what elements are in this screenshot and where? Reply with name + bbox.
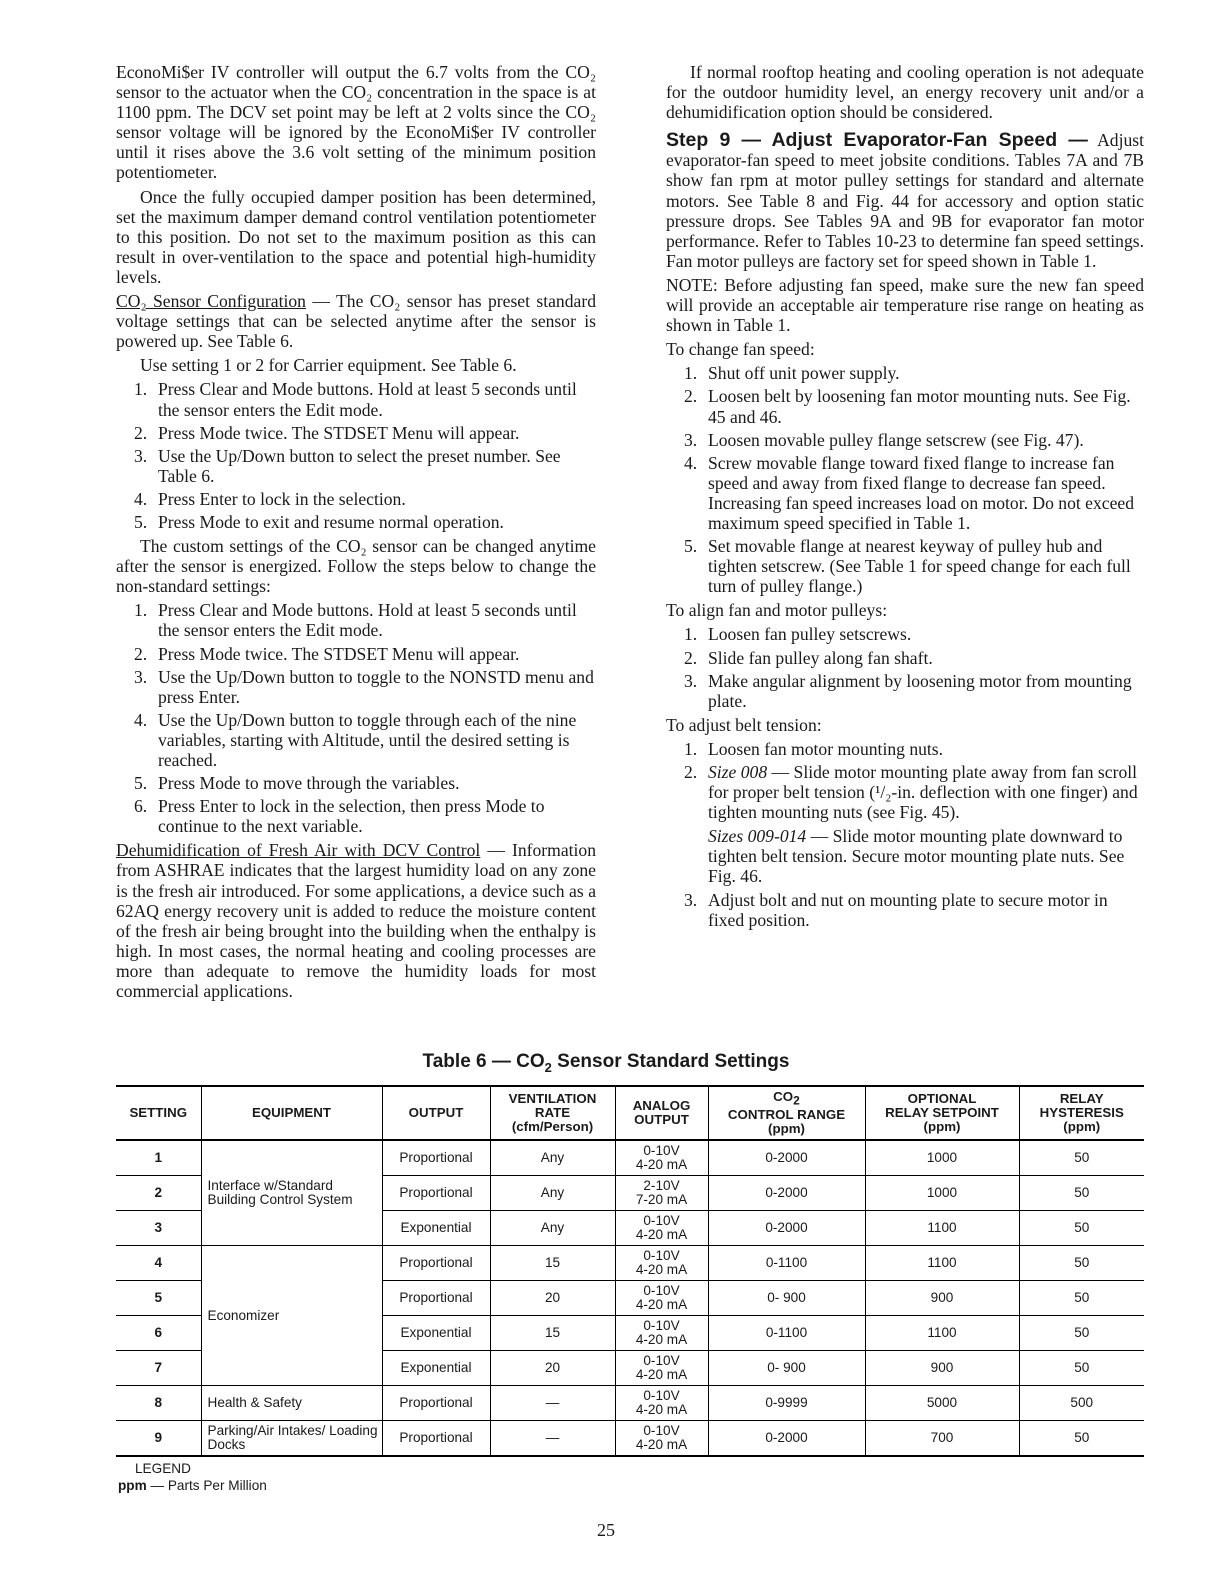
list-item: 2. Loosen belt by loosening fan motor mounting nuts. See Fig. 45 and 46. bbox=[684, 386, 1131, 427]
cell-setting: 6 bbox=[116, 1316, 201, 1351]
col-header-co2-range: $CO_2$ CONTROL RANGE (ppm) bbox=[708, 1086, 865, 1140]
cell-hyst: 500 bbox=[1019, 1386, 1144, 1421]
cell-hyst: 50 bbox=[1019, 1421, 1144, 1457]
cell-analog: 0-10V 4-20 mA bbox=[615, 1316, 708, 1351]
cell-range: 0-9999 bbox=[708, 1386, 865, 1421]
step9-heading: Step 9 — Adjust Evaporator-Fan Speed — bbox=[666, 129, 1088, 152]
cell-output: Proportional bbox=[382, 1386, 490, 1421]
cell-relay: 900 bbox=[865, 1351, 1019, 1386]
cell-vent: Any bbox=[490, 1176, 615, 1211]
list-item: 2. Press Mode twice. The STDSET Menu will appear. bbox=[134, 643, 520, 664]
cell-setting: 8 bbox=[116, 1386, 201, 1421]
cell-hyst: 50 bbox=[1019, 1246, 1144, 1281]
col-header-output: OUTPUT bbox=[382, 1086, 490, 1140]
dehum-heading: Dehumidification of Fresh Air with DCV Control bbox=[116, 840, 481, 861]
paragraph bbox=[116, 840, 596, 1001]
list-item: 1. Loosen fan pulley setscrews. bbox=[684, 624, 912, 645]
cell-analog: 0-10V 4-20 mA bbox=[615, 1281, 708, 1316]
list-item: 3. Use the Up/Down button to select the preset number. See Table 6. bbox=[134, 445, 561, 486]
cell-setting: 7 bbox=[116, 1351, 201, 1386]
paragraph: To change fan speed: bbox=[666, 339, 815, 360]
cell-vent: 20 bbox=[490, 1351, 615, 1386]
cell-analog: 0-10V 4-20 mA bbox=[615, 1246, 708, 1281]
cell-analog: 0-10V 4-20 mA bbox=[615, 1386, 708, 1421]
paragraph: EconoMi$er IV controller will output the 6.7 volts from the CO₂ sensor to the actuator when the CO₂ concentration in the space is at 1100 ppm. The DCV set point may be left at 2 volts since the CO₂ sensor voltage will be ignored by the EconoMi$er IV controller until it rises above the 3.6 volt setting of the minimum position potentiometer. bbox=[116, 62, 596, 183]
cell-range: 0- 900 bbox=[708, 1351, 865, 1386]
col-header-hysteresis: RELAY HYSTERESIS (ppm) bbox=[1019, 1086, 1144, 1140]
co2-config-text: — The CO₂ sensor has preset standard voltage settings that can be selected anytime after the sensor is powered up. See Table 6. bbox=[116, 291, 596, 352]
cell-vent: 15 bbox=[490, 1246, 615, 1281]
list-item: 4. Screw movable flange toward fixed flange to increase fan speed and away from fixed flange to decrease fan speed. Increasing fan speed increases load on motor. Do not exceed maximum speed specified in Table 1. bbox=[684, 452, 1135, 533]
numbered-list bbox=[666, 363, 1144, 596]
list-item: 1. Loosen fan motor mounting nuts. bbox=[684, 738, 944, 759]
paragraph: If normal rooftop heating and cooling operation is not adequate for the outdoor humidity level, an energy recovery unit and/or a dehumidification option should be considered. bbox=[666, 62, 1144, 123]
right-column bbox=[666, 62, 1144, 934]
paragraph: Once the fully occupied damper position has been determined, set the maximum damper demand control ventilation potentiometer to this position. Do not set to the maximum position as this can result in over-ventilation to the space and potential high-humidity levels. bbox=[116, 186, 596, 287]
co2-settings-table bbox=[116, 1085, 1144, 1457]
table-row bbox=[116, 1421, 1144, 1457]
numbered-list bbox=[666, 624, 1144, 710]
numbered-list bbox=[666, 890, 1144, 930]
paragraph bbox=[666, 130, 1144, 271]
cell-output: Proportional bbox=[382, 1140, 490, 1176]
cell-analog: 0-10V 4-20 mA bbox=[615, 1211, 708, 1246]
cell-setting: 3 bbox=[116, 1211, 201, 1246]
page-number: 25 bbox=[597, 1520, 615, 1540]
cell-relay: 1100 bbox=[865, 1211, 1019, 1246]
dehum-text: — Information from ASHRAE indicates that the largest humidity load on any zone is the fresh air introduced. For some applications, a device such as a 62AQ energy recovery unit is added to reduce the moisture content of the fresh air being brought into the building when the enthalpy is high. In most cases, the normal heating and cooling processes are more than adequate to remove the humidity loads for most commercial applications. bbox=[116, 840, 596, 1002]
cell-vent: Any bbox=[490, 1140, 615, 1176]
cell-vent: Any bbox=[490, 1211, 615, 1246]
cell-range: 0-2000 bbox=[708, 1211, 865, 1246]
cell-setting: 1 bbox=[116, 1140, 201, 1176]
cell-range: 0-1100 bbox=[708, 1316, 865, 1351]
table-row bbox=[116, 1246, 1144, 1281]
cell-hyst: 50 bbox=[1019, 1211, 1144, 1246]
table-row bbox=[116, 1386, 1144, 1421]
numbered-list bbox=[116, 379, 596, 532]
paragraph: To adjust belt tension: bbox=[666, 714, 822, 735]
col-header-equipment: EQUIPMENT bbox=[201, 1086, 382, 1140]
cell-equipment: Health & Safety bbox=[201, 1386, 382, 1421]
list-item: 3. Loosen movable pulley flange setscrew (see Fig. 47). bbox=[684, 429, 1084, 450]
legend bbox=[118, 1460, 267, 1494]
cell-range: 0-2000 bbox=[708, 1176, 865, 1211]
cell-analog: 0-10V 4-20 mA bbox=[615, 1351, 708, 1386]
cell-relay: 1100 bbox=[865, 1246, 1019, 1281]
cell-relay: 900 bbox=[865, 1281, 1019, 1316]
cell-output: Exponential bbox=[382, 1316, 490, 1351]
list-item: 4. Press Enter to lock in the selection. bbox=[134, 488, 406, 509]
cell-analog: 0-10V 4-20 mA bbox=[615, 1421, 708, 1457]
cell-relay: 5000 bbox=[865, 1386, 1019, 1421]
legend-title: LEGEND bbox=[135, 1461, 191, 1476]
list-item: 1. Shut off unit power supply. bbox=[684, 363, 900, 384]
list-item: 5. Set movable flange at nearest keyway of pulley hub and tighten setscrew. (See Table 1 for speed change for each full turn of pulley flange.) bbox=[684, 536, 1131, 597]
paragraph: The custom settings of the CO₂ sensor can be changed anytime after the sensor is energized. Follow the steps below to change the non-standard settings: bbox=[116, 536, 596, 597]
cell-vent: — bbox=[490, 1386, 615, 1421]
list-item: 2. Press Mode twice. The STDSET Menu will appear. bbox=[134, 422, 520, 443]
col-header-analog: ANALOG OUTPUT bbox=[615, 1086, 708, 1140]
numbered-list bbox=[116, 600, 596, 836]
list-item: 2. Size 008 — Slide motor mounting plate away from fan scroll for proper belt tension (¹/₂-in. deflection with one finger) and tighten mounting nuts (see Fig. 45). bbox=[684, 762, 1138, 823]
list-item: 6. Press Enter to lock in the selection, then press Mode to continue to the next variable. bbox=[134, 796, 545, 837]
list-item: 5. Press Mode to move through the variables. bbox=[134, 773, 460, 794]
cell-range: 0-2000 bbox=[708, 1421, 865, 1457]
table-header-row bbox=[116, 1086, 1144, 1140]
step9-text: Adjust evaporator-fan speed to meet jobsite conditions. Tables 7A and 7B show fan rpm at motor pulley settings for standard and alternate motors. See Table 8 and Fig. 44 for accessory and option static pressure drops. See Tables 9A and 9B for evaporator fan motor performance. Refer to Tables 10-23 to determine fan speed settings. Fan motor pulleys are factory set for speed shown in Table 1. bbox=[666, 130, 1144, 271]
col-header-ventilation: VENTILATION RATE (cfm/Person) bbox=[490, 1086, 615, 1140]
cell-output: Proportional bbox=[382, 1246, 490, 1281]
cell-range: 0-2000 bbox=[708, 1140, 865, 1176]
cell-vent: — bbox=[490, 1421, 615, 1457]
col-header-setting: SETTING bbox=[116, 1086, 201, 1140]
list-item: 3. Use the Up/Down button to toggle to the NONSTD menu and press Enter. bbox=[134, 666, 594, 707]
col-header-relay-setpoint: OPTIONAL RELAY SETPOINT (ppm) bbox=[865, 1086, 1019, 1140]
table-title: Table 6 — $CO_2$ Sensor Standard Settings bbox=[422, 1051, 790, 1075]
cell-output: Exponential bbox=[382, 1211, 490, 1246]
cell-hyst: 50 bbox=[1019, 1176, 1144, 1211]
cell-vent: 15 bbox=[490, 1316, 615, 1351]
list-item: 3. Adjust bolt and nut on mounting plate to secure motor in fixed position. bbox=[684, 889, 1108, 930]
list-item: 1. Press Clear and Mode buttons. Hold at least 5 seconds until the sensor enters the Edit mode. bbox=[134, 600, 577, 641]
cell-setting: 5 bbox=[116, 1281, 201, 1316]
cell-output: Proportional bbox=[382, 1421, 490, 1457]
cell-range: 0- 900 bbox=[708, 1281, 865, 1316]
list-item: 4. Use the Up/Down button to toggle through each of the nine variables, starting with Altitude, until the desired setting is reached. bbox=[134, 709, 577, 770]
cell-output: Exponential bbox=[382, 1351, 490, 1386]
cell-hyst: 50 bbox=[1019, 1281, 1144, 1316]
cell-vent: 20 bbox=[490, 1281, 615, 1316]
cell-analog: 0-10V 4-20 mA bbox=[615, 1140, 708, 1176]
cell-relay: 1000 bbox=[865, 1140, 1019, 1176]
cell-relay: 700 bbox=[865, 1421, 1019, 1457]
cell-relay: 1000 bbox=[865, 1176, 1019, 1211]
cell-setting: 4 bbox=[116, 1246, 201, 1281]
cell-setting: 2 bbox=[116, 1176, 201, 1211]
cell-equipment: Parking/Air Intakes/ Loading Docks bbox=[201, 1421, 382, 1457]
cell-hyst: 50 bbox=[1019, 1351, 1144, 1386]
cell-output: Proportional bbox=[382, 1281, 490, 1316]
paragraph: To align fan and motor pulleys: bbox=[666, 600, 888, 621]
list-item: 5. Press Mode to exit and resume normal operation. bbox=[134, 511, 504, 532]
cell-equipment: Interface w/Standard Building Control System bbox=[201, 1140, 382, 1246]
cell-setting: 9 bbox=[116, 1421, 201, 1457]
list-item: 2. Slide fan pulley along fan shaft. bbox=[684, 647, 933, 668]
list-item: 1. Press Clear and Mode buttons. Hold at least 5 seconds until the sensor enters the Edit mode. bbox=[134, 379, 577, 420]
numbered-list bbox=[666, 739, 1144, 822]
cell-hyst: 50 bbox=[1019, 1140, 1144, 1176]
cell-equipment: Economizer bbox=[201, 1246, 382, 1386]
cell-analog: 2-10V 7-20 mA bbox=[615, 1176, 708, 1211]
paragraph bbox=[116, 291, 596, 351]
paragraph: Use setting 1 or 2 for Carrier equipment. See Table 6. bbox=[140, 355, 517, 376]
cell-relay: 1100 bbox=[865, 1316, 1019, 1351]
list-subitem: Sizes 009-014 — Slide motor mounting plate downward to tighten belt tension. Secure motor mounting plate nuts. See Fig. 46. bbox=[708, 826, 1125, 887]
left-column bbox=[116, 62, 596, 1005]
cell-hyst: 50 bbox=[1019, 1316, 1144, 1351]
legend-entry: ppm — Parts Per Million bbox=[118, 1478, 267, 1493]
note: NOTE: Before adjusting fan speed, make sure the new fan speed will provide an acceptable air temperature rise range on heating as shown in Table 1. bbox=[666, 274, 1144, 336]
co2-config-heading: CO₂ Sensor Configuration bbox=[116, 291, 306, 312]
cell-range: 0-1100 bbox=[708, 1246, 865, 1281]
cell-output: Proportional bbox=[382, 1176, 490, 1211]
table-row bbox=[116, 1140, 1144, 1176]
list-item: 3. Make angular alignment by loosening motor from mounting plate. bbox=[684, 670, 1132, 711]
